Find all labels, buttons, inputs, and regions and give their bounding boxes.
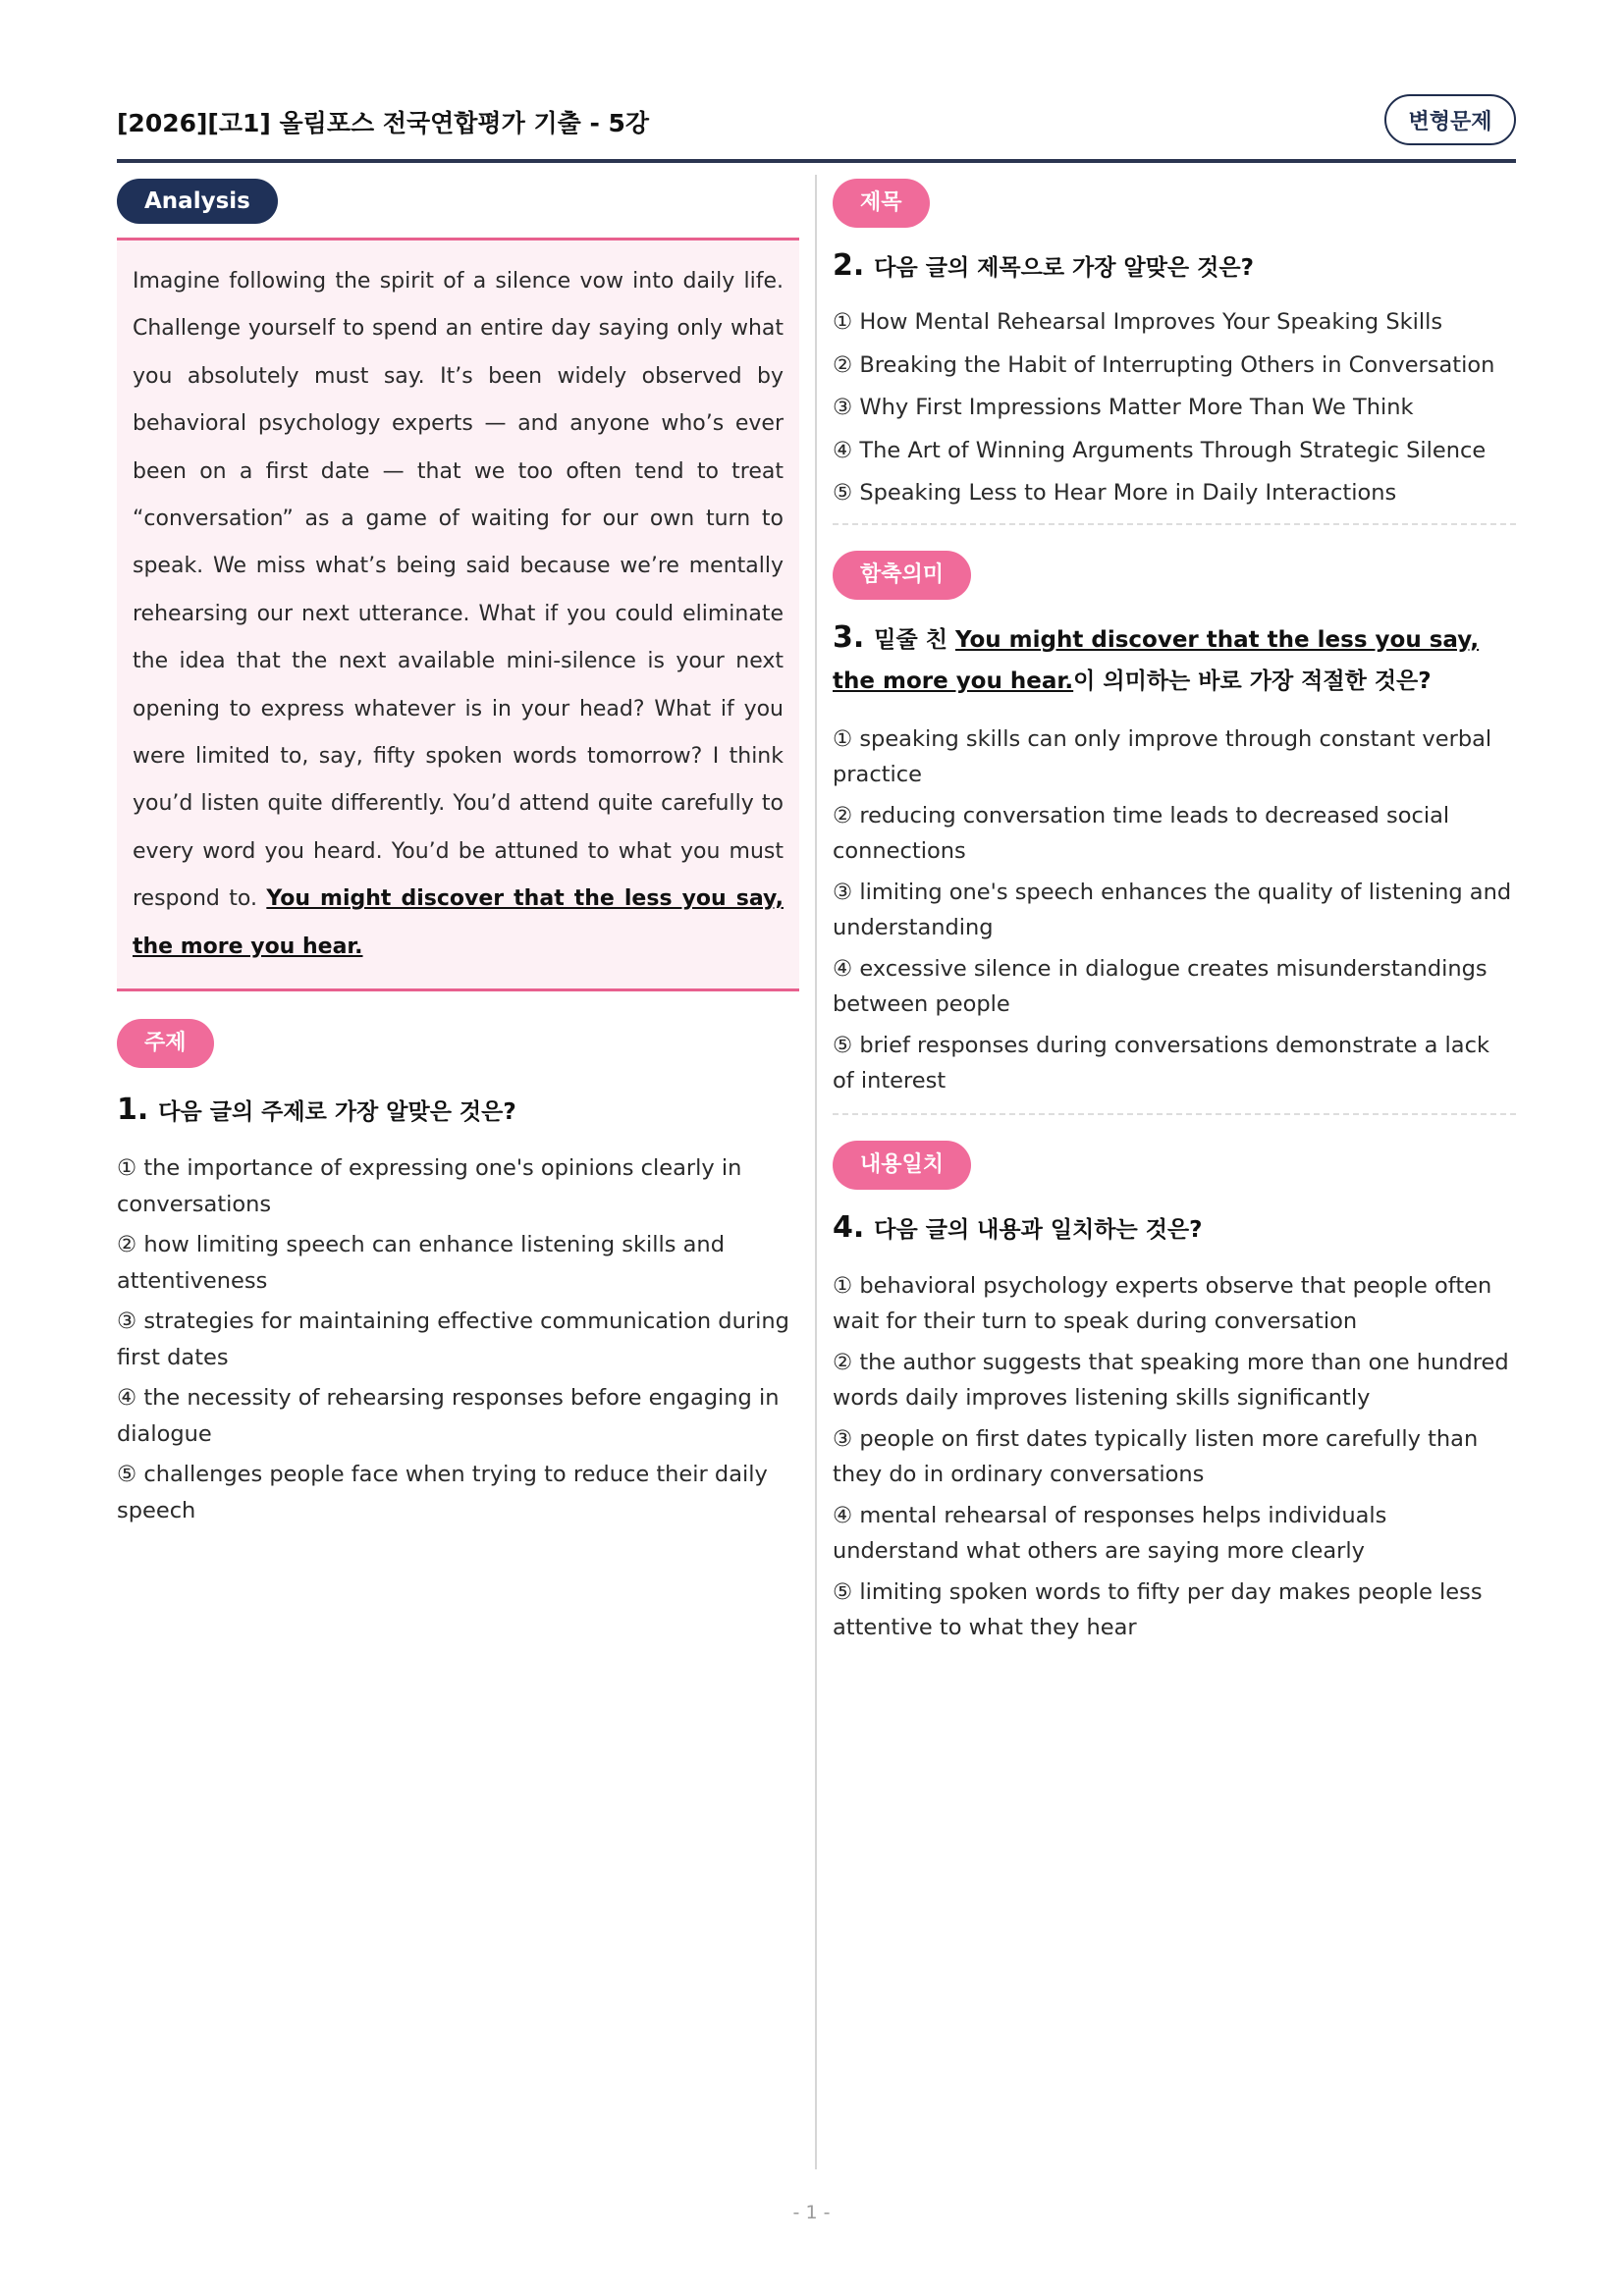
question-2	[833, 179, 1516, 511]
answer-option[interactable]: ④ The Art of Winning Arguments Through Strategic Silence	[833, 437, 1487, 463]
answer-option[interactable]: ③ Why First Impressions Matter More Than We Think	[833, 395, 1414, 420]
answer-options	[117, 1150, 799, 1528]
question-tag: 주제	[117, 1019, 214, 1068]
question-4	[833, 1141, 1516, 1646]
column-divider	[815, 175, 817, 2169]
answer-option[interactable]: ① speaking skills can only improve through constant verbal practice	[833, 725, 1492, 787]
answer-option[interactable]: ⑤ limiting spoken words to fifty per day makes people less attentive to what they hear	[833, 1578, 1483, 1640]
variant-badge: 변형문제	[1384, 94, 1516, 145]
question-tag: 함축의미	[833, 551, 971, 600]
question-3	[833, 551, 1516, 1099]
answer-option[interactable]: ⑤ Speaking Less to Hear More in Daily Interactions	[833, 480, 1397, 506]
question-text: 다음 글의 제목으로 가장 알맞은 것은?	[874, 255, 1254, 281]
question-underlined-sentence: You might discover that the less you say, the more you hear.	[833, 626, 1480, 694]
question-prompt	[833, 245, 1516, 289]
answer-option[interactable]: ① the importance of expressing one's opinions clearly in conversations	[117, 1155, 742, 1217]
question-prompt	[117, 1090, 799, 1133]
question-text-prefix: 밑줄 친	[874, 626, 955, 653]
analysis-label: Analysis	[117, 179, 278, 224]
answer-option[interactable]: ① How Mental Rehearsal Improves Your Speaking Skills	[833, 309, 1443, 335]
page-header	[117, 94, 1516, 163]
passage-box	[117, 238, 799, 991]
document-title: [2026][고1] 올림포스 전국연합평가 기출 - 5강	[117, 109, 650, 137]
right-column	[833, 179, 1516, 1651]
section-separator	[833, 523, 1516, 525]
answer-option[interactable]: ④ excessive silence in dialogue creates misunderstandings between people	[833, 955, 1488, 1017]
question-1	[117, 1019, 799, 1528]
page-number: - 1 -	[792, 2202, 831, 2223]
answer-options	[833, 1268, 1516, 1646]
answer-option[interactable]: ③ limiting one's speech enhances the quality of listening and understanding	[833, 879, 1512, 940]
question-text-suffix: 이 의미하는 바로 가장 적절한 것은?	[1073, 667, 1432, 694]
question-text: 다음 글의 주제로 가장 알맞은 것은?	[158, 1099, 516, 1126]
passage-underlined-sentence: You might discover that the less you say, the more you hear.	[133, 886, 784, 959]
question-tag: 제목	[833, 179, 930, 228]
answer-option[interactable]: ⑤ brief responses during conversations demonstrate a lack of interest	[833, 1032, 1489, 1094]
question-number: 3.	[833, 619, 865, 655]
question-prompt	[833, 1207, 1516, 1251]
answer-option[interactable]: ② the author suggests that speaking more than one hundred words daily improves listening skills significantly	[833, 1349, 1509, 1411]
answer-options	[833, 721, 1516, 1099]
question-number: 2.	[833, 248, 865, 283]
answer-option[interactable]: ⑤ challenges people face when trying to reduce their daily speech	[117, 1462, 768, 1523]
answer-option[interactable]: ② Breaking the Habit of Interrupting Others in Conversation	[833, 351, 1495, 378]
answer-option[interactable]: ② reducing conversation time leads to decreased social connections	[833, 802, 1450, 864]
answer-option[interactable]: ③ strategies for maintaining effective communication during first dates	[117, 1308, 789, 1370]
question-number: 1.	[117, 1093, 149, 1128]
answer-option[interactable]: ② how limiting speech can enhance listening skills and attentiveness	[117, 1232, 725, 1294]
answer-options	[833, 304, 1516, 511]
question-text: 다음 글의 내용과 일치하는 것은?	[874, 1216, 1203, 1243]
answer-option[interactable]: ④ the necessity of rehearsing responses before engaging in dialogue	[117, 1385, 780, 1447]
passage-text: Imagine following the spirit of a silence vow into daily life. Challenge yourself to spend an entire day saying only what you absolutely must say. It’s been widely observed by behavioral psychology experts — and anyone who’s ever been on a first date — that we too often tend to treat “conversation” as a game of waiting for our own turn to speak. We miss what’s being said because we’re mentally rehearsing our next utterance. What if you could eliminate the idea that the next available mini-silence is your next opening to express whatever is in your head? What if you were limited to, say, fifty spoken words tomorrow? I think you’d listen quite differently. You’d attend quite carefully to every word you heard. You’d be attuned to what you must respond to.	[133, 269, 784, 912]
question-tag: 내용일치	[833, 1141, 971, 1190]
answer-option[interactable]: ① behavioral psychology experts observe that people often wait for their turn to speak during conversation	[833, 1272, 1492, 1334]
question-number: 4.	[833, 1209, 865, 1245]
answer-option[interactable]: ③ people on first dates typically listen more carefully than they do in ordinary conversations	[833, 1425, 1479, 1487]
answer-option[interactable]: ④ mental rehearsal of responses helps individuals understand what others are saying more clearly	[833, 1502, 1387, 1564]
left-column	[117, 179, 799, 1533]
question-prompt	[833, 617, 1516, 702]
section-separator	[833, 1113, 1516, 1115]
